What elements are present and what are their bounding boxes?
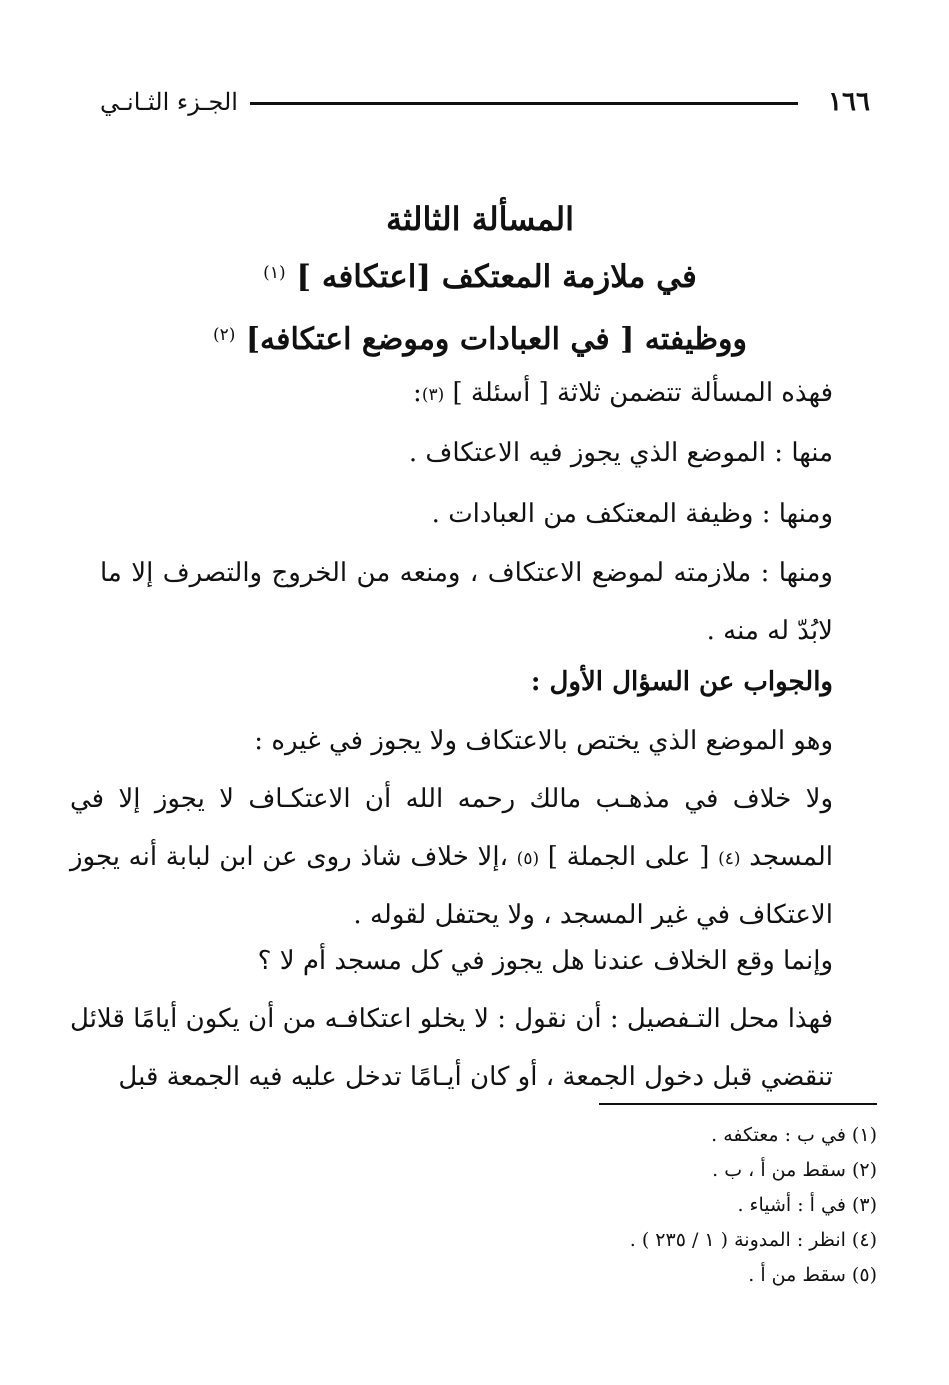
- footnote-ref-3: (٣): [421, 385, 445, 405]
- no-dispute-text-a: ولا خلاف في مذهـب مالك رحمه الله أن الاعتكـاف لا يجوز إلا في المسجد: [70, 784, 834, 872]
- footnote-1: (١) في ب : معتكفه .: [711, 1124, 877, 1146]
- paragraph-no-dispute: [70, 770, 833, 944]
- footnote-4: (٤) انظر : المدونة ( ١ / ٢٣٥ ) .: [629, 1229, 877, 1251]
- section-title: المسألة الثالثة: [385, 200, 575, 238]
- subtitle-2-text: ووظيفته [ في العبادات وموضع اعتكافه]: [245, 322, 748, 357]
- intro-text: فهذه المسألة تتضمن ثلاثة [ أسئلة ]: [452, 378, 833, 408]
- footnote-ref-5: (٥): [516, 849, 540, 869]
- footnote-5: (٥) سقط من أ .: [748, 1264, 877, 1286]
- no-dispute-text-b: [ على الجملة ]: [547, 842, 710, 872]
- footnote-2: (٢) سقط من أ ، ب .: [712, 1159, 877, 1181]
- page-header: [100, 84, 870, 124]
- running-title: الجـزء الثـانـي: [100, 88, 238, 116]
- paragraph-dispute: وإنما وقع الخلاف عندنا هل يجوز في كل مسجد أم لا ؟: [257, 946, 833, 976]
- paragraph-question-2: ومنها : وظيفة المعتكف من العبادات .: [431, 499, 833, 529]
- answer-heading: والجواب عن السؤال الأول :: [530, 667, 833, 697]
- section-subtitle-1: [100, 250, 860, 306]
- page-number: ١٦٦: [828, 87, 870, 117]
- footnote-rule: [599, 1103, 877, 1105]
- footnote-3: (٣) في أ : أشياء .: [737, 1194, 877, 1216]
- footnote-ref-2: (٢): [212, 325, 236, 345]
- subtitle-1-text: في ملازمة المعتكف [اعتكافه ]: [296, 259, 697, 295]
- section-subtitle-2: [100, 313, 860, 368]
- paragraph-intro: [100, 364, 833, 422]
- footnotes: [477, 1118, 877, 1293]
- footnote-ref-1: (١): [263, 262, 286, 283]
- no-dispute-text-c: ،إلا خلاف شاذ روى عن ابن لبابة أنه يجوز الاعتكاف في غير المسجد ، ولا يحتفل لقوله .: [70, 842, 833, 930]
- paragraph-question-3: ومنها : ملازمته لموضع الاعتكاف ، ومنعه من الخروج والتصرف إلا ما لابُدّ له منه .: [100, 558, 833, 646]
- paragraph-detail: فهذا محل التـفصيل : أن نقول : لا يخلو اعتكافـه من أن يكون أيامًا قلائل تنقضي قبل دخول الجمعة ، أو كان أيـامًا تدخل عليه فيه الجمعة قبل: [70, 1004, 833, 1092]
- paragraph-answer-intro: وهو الموضع الذي يختص بالاعتكاف ولا يجوز في غيره :: [254, 726, 833, 756]
- paragraph-question-1: منها : الموضع الذي يجوز فيه الاعتكاف .: [408, 438, 833, 468]
- footnote-ref-4: (٤): [718, 849, 741, 869]
- header-rule: [250, 102, 798, 105]
- intro-colon: :: [413, 378, 422, 408]
